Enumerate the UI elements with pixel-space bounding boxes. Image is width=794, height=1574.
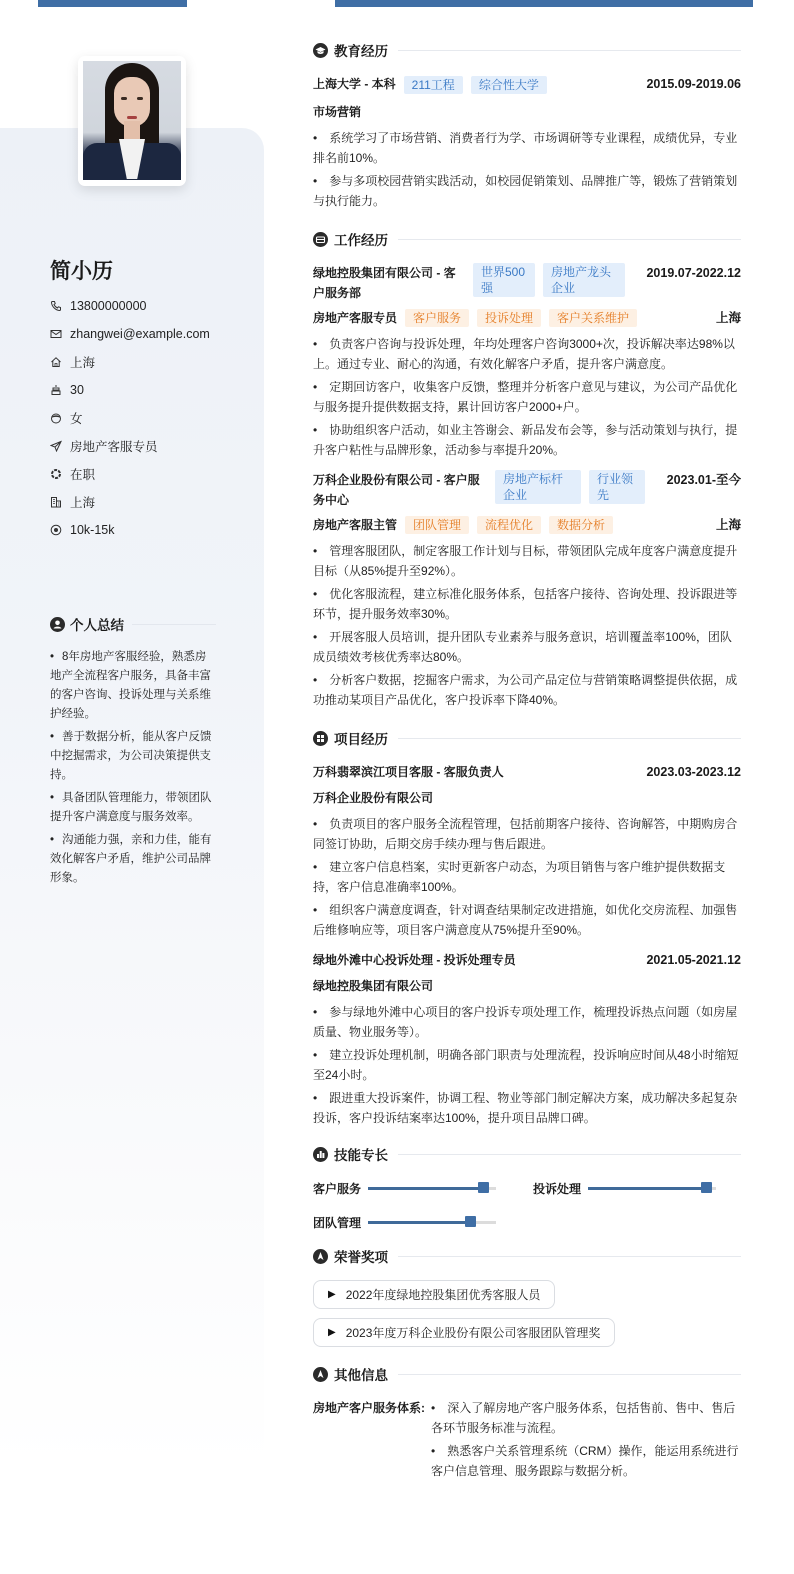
bullet-item: • 跟进重大投诉案件，协调工程、物业等部门制定解决方案，成功解决多起复杂投诉，客户投诉结案率达100%，提升项目品牌口碑。 bbox=[313, 1091, 738, 1125]
project-name: 绿地外滩中心投诉处理 - 投诉处理专员 bbox=[313, 953, 516, 967]
contact-status bbox=[50, 460, 210, 488]
building-icon bbox=[50, 496, 62, 508]
contact-value: 女 bbox=[70, 412, 83, 426]
projects-section-header bbox=[313, 728, 741, 748]
bullet-item: • 系统学习了市场营销、消费者行为学、市场调研等专业课程，成绩优异，专业排名前10%。 bbox=[313, 131, 738, 165]
skill-label: 投诉处理 bbox=[533, 1181, 582, 1196]
triangle-right-icon: ▶ bbox=[328, 1289, 336, 1300]
section-title: 荣誉奖项 bbox=[334, 1250, 388, 1265]
divider bbox=[398, 239, 741, 240]
bullet-list bbox=[313, 334, 741, 460]
date-range: 2019.07-2022.12 bbox=[646, 266, 741, 280]
phone-icon bbox=[50, 300, 62, 312]
briefcase-icon bbox=[313, 232, 328, 247]
date-range: 2015.09-2019.06 bbox=[646, 77, 741, 91]
skill-bar bbox=[588, 1187, 716, 1190]
bullet-item: • 组织客户满意度调查，针对调查结果制定改进措施，如优化交房流程、加强售后维修响应等，项目客户满意度从75%提升至90%。 bbox=[313, 903, 738, 937]
major: 市场营销 bbox=[313, 105, 362, 119]
bullet-item: • 管理客服团队，制定客服工作计划与目标，带领团队完成年度客户满意度提升目标（从85%提升至92%）。 bbox=[313, 544, 738, 578]
contact-salary bbox=[50, 516, 210, 544]
contact-value: 在职 bbox=[70, 468, 96, 482]
work-section-header bbox=[313, 229, 741, 249]
skill-tag: 客户服务 bbox=[405, 309, 469, 327]
grid-icon bbox=[313, 731, 328, 746]
skill-tag: 投诉处理 bbox=[477, 309, 541, 327]
bar-chart-icon bbox=[313, 1147, 328, 1162]
contact-job-target bbox=[50, 432, 210, 460]
tag: 房地产标杆企业 bbox=[495, 470, 581, 504]
company-name: 万科企业股份有限公司 - 客户服务中心 bbox=[313, 473, 480, 507]
date-range: 2023.03-2023.12 bbox=[646, 765, 741, 779]
divider bbox=[132, 624, 216, 625]
bullet-list bbox=[313, 128, 741, 211]
contact-value: 上海 bbox=[70, 496, 96, 510]
bullet-list bbox=[431, 1398, 741, 1484]
other-info-row bbox=[313, 1398, 741, 1484]
summary-item: • 8年房地产客服经验，熟悉房地产全流程客户服务，具备丰富的客户咨询、投诉处理与关系维护经验。 bbox=[50, 651, 211, 720]
section-title: 教育经历 bbox=[334, 44, 388, 59]
contact-phone bbox=[50, 292, 210, 320]
profile-photo bbox=[78, 56, 186, 186]
summary-item: • 具备团队管理能力，带领团队提升客户满意度与服务效率。 bbox=[50, 792, 212, 823]
summary-section-header bbox=[50, 614, 216, 634]
project-entry bbox=[313, 950, 741, 1128]
skill-bar bbox=[368, 1187, 496, 1190]
bullet-item: • 深入了解房地产客户服务体系，包括售前、售中、售后各环节服务标准与流程。 bbox=[431, 1401, 736, 1435]
divider bbox=[398, 738, 741, 739]
skill-tag: 流程优化 bbox=[477, 516, 541, 534]
info-badge-icon bbox=[313, 1367, 328, 1382]
skill-item bbox=[533, 1178, 741, 1198]
bullet-item: • 参与绿地外滩中心项目的客户投诉专项处理工作，梳理投诉热点问题（如房屋质量、物业服务等）。 bbox=[313, 1005, 738, 1039]
tag: 世界500强 bbox=[473, 263, 535, 297]
summary-item: • 沟通能力强，亲和力佳，能有效化解客户矛盾，维护公司品牌形象。 bbox=[50, 834, 212, 884]
project-org: 万科企业股份有限公司 bbox=[313, 791, 434, 805]
contact-list bbox=[50, 292, 210, 544]
main-content bbox=[313, 40, 741, 1484]
tag: 综合性大学 bbox=[471, 76, 547, 94]
status-icon bbox=[50, 468, 62, 480]
mail-icon bbox=[50, 328, 62, 340]
section-title: 项目经历 bbox=[334, 732, 388, 747]
section-title: 其他信息 bbox=[334, 1368, 388, 1383]
gender-icon bbox=[50, 412, 62, 424]
contact-value: 10k-15k bbox=[70, 523, 115, 537]
divider bbox=[398, 1154, 741, 1155]
awards-list bbox=[313, 1280, 741, 1356]
project-org: 绿地控股集团有限公司 bbox=[313, 979, 434, 993]
contact-value: 13800000000 bbox=[70, 299, 147, 313]
school-name: 上海大学 - 本科 bbox=[313, 77, 396, 91]
skill-tag: 客户关系维护 bbox=[549, 309, 637, 327]
skill-label: 客户服务 bbox=[313, 1181, 362, 1196]
section-title: 技能专长 bbox=[334, 1148, 388, 1163]
bullet-item: • 优化客服流程，建立标准化服务体系，包括客户接待、咨询处理、投诉跟进等环节，提升服务效率30%。 bbox=[313, 587, 738, 621]
skill-tag: 数据分析 bbox=[549, 516, 613, 534]
award-item: ▶ 2023年度万科企业股份有限公司客服团队管理奖 bbox=[313, 1318, 615, 1347]
project-name: 万科翡翠滨江项目客服 - 客服负责人 bbox=[313, 765, 504, 779]
tag: 房地产龙头企业 bbox=[543, 263, 625, 297]
skill-tag: 团队管理 bbox=[405, 516, 469, 534]
contact-value: 上海 bbox=[70, 356, 96, 370]
work-city: 上海 bbox=[715, 311, 741, 325]
contact-email bbox=[50, 320, 210, 348]
divider bbox=[398, 1374, 741, 1375]
awards-section-header bbox=[313, 1246, 741, 1266]
home-icon bbox=[50, 356, 62, 368]
bullet-item: • 建立投诉处理机制，明确各部门职责与处理流程，投诉响应时间从48小时缩短至24小时。 bbox=[313, 1048, 739, 1082]
date-range: 2021.05-2021.12 bbox=[646, 953, 741, 967]
skill-label: 团队管理 bbox=[313, 1215, 362, 1230]
bullet-list bbox=[313, 541, 741, 710]
bullet-item: • 参与多项校园营销实践活动，如校园促销策划、品牌推广等，锻炼了营销策划与执行能力。 bbox=[313, 174, 738, 208]
education-entry bbox=[313, 74, 741, 211]
bullet-item: • 协助组织客户活动，如业主答谢会、新品发布会等，参与活动策划与执行，提升客户粘性与品牌形象，活动参与率提升20%。 bbox=[313, 423, 738, 457]
contact-value: 30 bbox=[70, 383, 84, 397]
bullet-item: • 建立客户信息档案，实时更新客户动态，为项目销售与客户维护提供数据支持，客户信息准确率100%。 bbox=[313, 860, 726, 894]
skills-section-header bbox=[313, 1144, 741, 1164]
work-entry bbox=[313, 470, 741, 710]
section-title: 个人总结 bbox=[70, 618, 124, 633]
contact-city bbox=[50, 488, 210, 516]
bullet-list bbox=[313, 1002, 741, 1128]
contact-age bbox=[50, 376, 210, 404]
bullet-item: • 负责项目的客户服务全流程管理，包括前期客户接待、咨询解答，中期购房合同签订协助，后期交房手续办理与售后跟进。 bbox=[313, 817, 738, 851]
project-entry bbox=[313, 762, 741, 940]
contact-location bbox=[50, 348, 210, 376]
contact-value: 房地产客服专员 bbox=[70, 440, 158, 454]
contact-value: zhangwei@example.com bbox=[70, 327, 210, 341]
work-entry bbox=[313, 263, 741, 460]
bullet-item: • 负责客户咨询与投诉处理，年均处理客户咨询3000+次，投诉解决率达98%以上。通过专业、耐心的沟通，有效化解客户矛盾，提升客户满意度。 bbox=[313, 337, 735, 371]
award-item: ▶ 2022年度绿地控股集团优秀客服人员 bbox=[313, 1280, 555, 1309]
job-role: 房地产客服专员 bbox=[313, 311, 398, 325]
bullet-item: • 定期回访客户，收集客户反馈，整理并分析客户意见与建议，为公司产品优化与服务提升提供数据支持，累计回访客户2000+户。 bbox=[313, 380, 738, 414]
bullet-item: • 分析客户数据，挖掘客户需求，为公司产品定位与营销策略调整提供依据，成功推动某项目产品优化，客户投诉率下降40%。 bbox=[313, 673, 738, 707]
user-icon bbox=[50, 617, 65, 632]
skills-grid bbox=[313, 1178, 741, 1232]
section-title: 工作经历 bbox=[334, 233, 388, 248]
skill-item bbox=[313, 1178, 533, 1198]
divider bbox=[398, 1256, 741, 1257]
other-section-header bbox=[313, 1364, 741, 1384]
skill-bar bbox=[368, 1221, 496, 1224]
summary-item: • 善于数据分析，能从客户反馈中挖掘需求，为公司决策提供支持。 bbox=[50, 731, 212, 781]
work-city: 上海 bbox=[715, 518, 741, 532]
age-icon bbox=[50, 384, 62, 396]
summary-list bbox=[50, 648, 216, 892]
tag: 行业领先 bbox=[589, 470, 645, 504]
send-icon bbox=[50, 440, 62, 452]
bullet-item: • 熟悉客户关系管理系统（CRM）操作，能运用系统进行客户信息管理、服务跟踪与数据分析。 bbox=[431, 1444, 739, 1478]
education-section-header bbox=[313, 40, 741, 60]
top-accent-bar-left bbox=[38, 0, 187, 7]
award-icon bbox=[313, 1249, 328, 1264]
salary-icon bbox=[50, 524, 62, 536]
contact-gender bbox=[50, 404, 210, 432]
bullet-list bbox=[313, 814, 741, 940]
bullet-item: • 开展客服人员培训，提升团队专业素养与服务意识，培训覆盖率100%，团队成员绩效考核优秀率达80%。 bbox=[313, 630, 732, 664]
company-name: 绿地控股集团有限公司 - 客户服务部 bbox=[313, 266, 456, 300]
divider bbox=[398, 50, 741, 51]
tag: 211工程 bbox=[404, 76, 463, 94]
date-range: 2023.01-至今 bbox=[666, 473, 741, 487]
triangle-right-icon: ▶ bbox=[328, 1327, 336, 1338]
other-info-label: 房地产客户服务体系: bbox=[313, 1401, 425, 1415]
job-role: 房地产客服主管 bbox=[313, 518, 398, 532]
top-accent-bar-right bbox=[335, 0, 753, 7]
candidate-name: 简小历 bbox=[50, 260, 113, 283]
graduation-cap-icon bbox=[313, 43, 328, 58]
skill-item bbox=[313, 1212, 533, 1232]
